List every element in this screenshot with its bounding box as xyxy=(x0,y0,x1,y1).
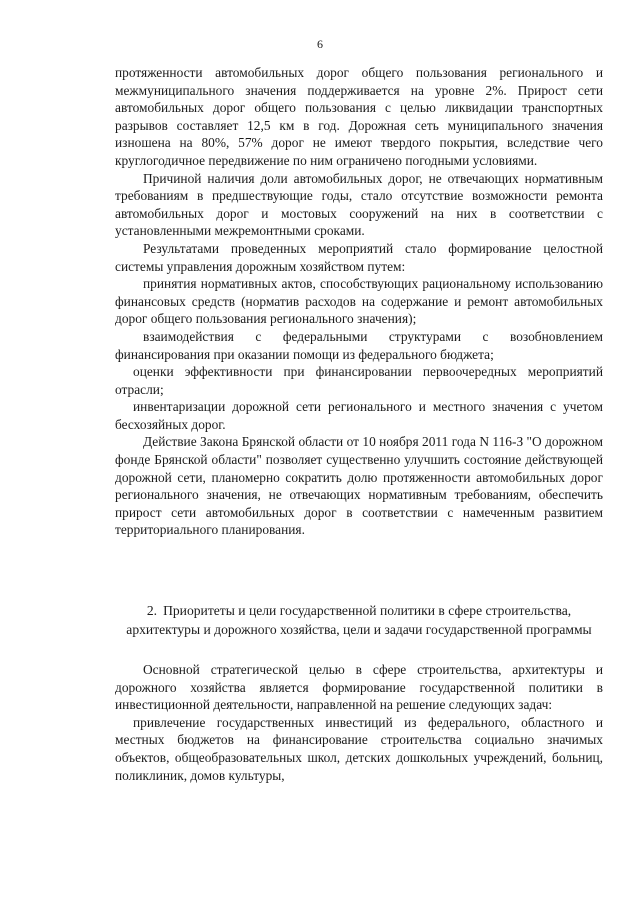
section-heading xyxy=(115,601,603,639)
heading-spacer xyxy=(115,639,603,661)
paragraph-road-fund-law: Действие Закона Брянской области от 10 ноября 2011 года N 116-З "О дорожном фонде Брянской области" позволяет существенно улучшить состояние действующей дорожной сети, планомерно сократить долю протяженности автомобильных дорог регионального значения, не отвечающих нормативным требованиям, обеспечить прирост сети автомобильных дорог в соответствии с намеченным развитием территориального планирования. xyxy=(115,434,603,538)
section-spacer xyxy=(115,539,603,601)
list-item-investments: привлечение государственных инвестиций из федерального, областного и местных бюджетов на финансирование строительства социально значимых объектов, общеобразовательных школ, детских дошкольных учреждений, больниц, поликлиник, домов культуры, xyxy=(115,714,603,783)
list-item-inventory: инвентаризации дорожной сети регионального и местного значения с учетом бесхозяйных дорог. xyxy=(115,399,603,432)
paragraph-strategic-goal: Основной стратегической целью в сфере строительства, архитектуры и дорожного хозяйства является формирование государственной политики в инвестиционной деятельности, направленной на решение следующих задач: xyxy=(115,662,603,713)
paragraph-road-network-status: протяженности автомобильных дорог общего пользования регионального и межмуниципального значения поддерживается на уровне 2%. Прирост сети автомобильных дорог общего пользования с целью ликвидации транспортных разрывов составляет 12,5 км в год. Дорожная сеть муниципального значения изношена на 80%, 57% дорог не имеют твердого покрытия, вследствие чего круглогодичное передвижение по ним ограничено погодными условиями. xyxy=(115,65,603,168)
page-number: 6 xyxy=(317,37,323,51)
list-item-efficiency-assessment: оценки эффективности при финансировании первоочередных мероприятий отрасли; xyxy=(115,364,603,397)
list-item-federal-interaction: взаимодействия с федеральными структурами с возобновлением финансирования при оказании помощи из федерального бюджета; xyxy=(115,328,603,362)
list-item-normative-acts: принятия нормативных актов, способствующих рациональному использованию финансовых средств (норматив расходов на содержание и ремонт автомобильных дорог общего пользования регионального значения); xyxy=(115,276,603,327)
section-number: 2. xyxy=(146,603,158,619)
paragraph-results-intro: Результатами проведенных мероприятий стало формирование целостной системы управления дорожным хозяйством путем: xyxy=(115,240,603,274)
paragraph-reason: Причиной наличия доли автомобильных дорог, не отвечающих нормативным требованиям в предшествующие годы, стало отсутствие возможности ремонта автомобильных дорог и мостовых сооружений на них в соответствии с установленными межремонтными сроками. xyxy=(115,170,603,239)
document-body xyxy=(115,64,603,784)
section-title: Приоритеты и цели государственной политики в сфере строительства, архитектуры и дорожного хозяйства, цели и задачи государственной программы xyxy=(126,603,592,638)
